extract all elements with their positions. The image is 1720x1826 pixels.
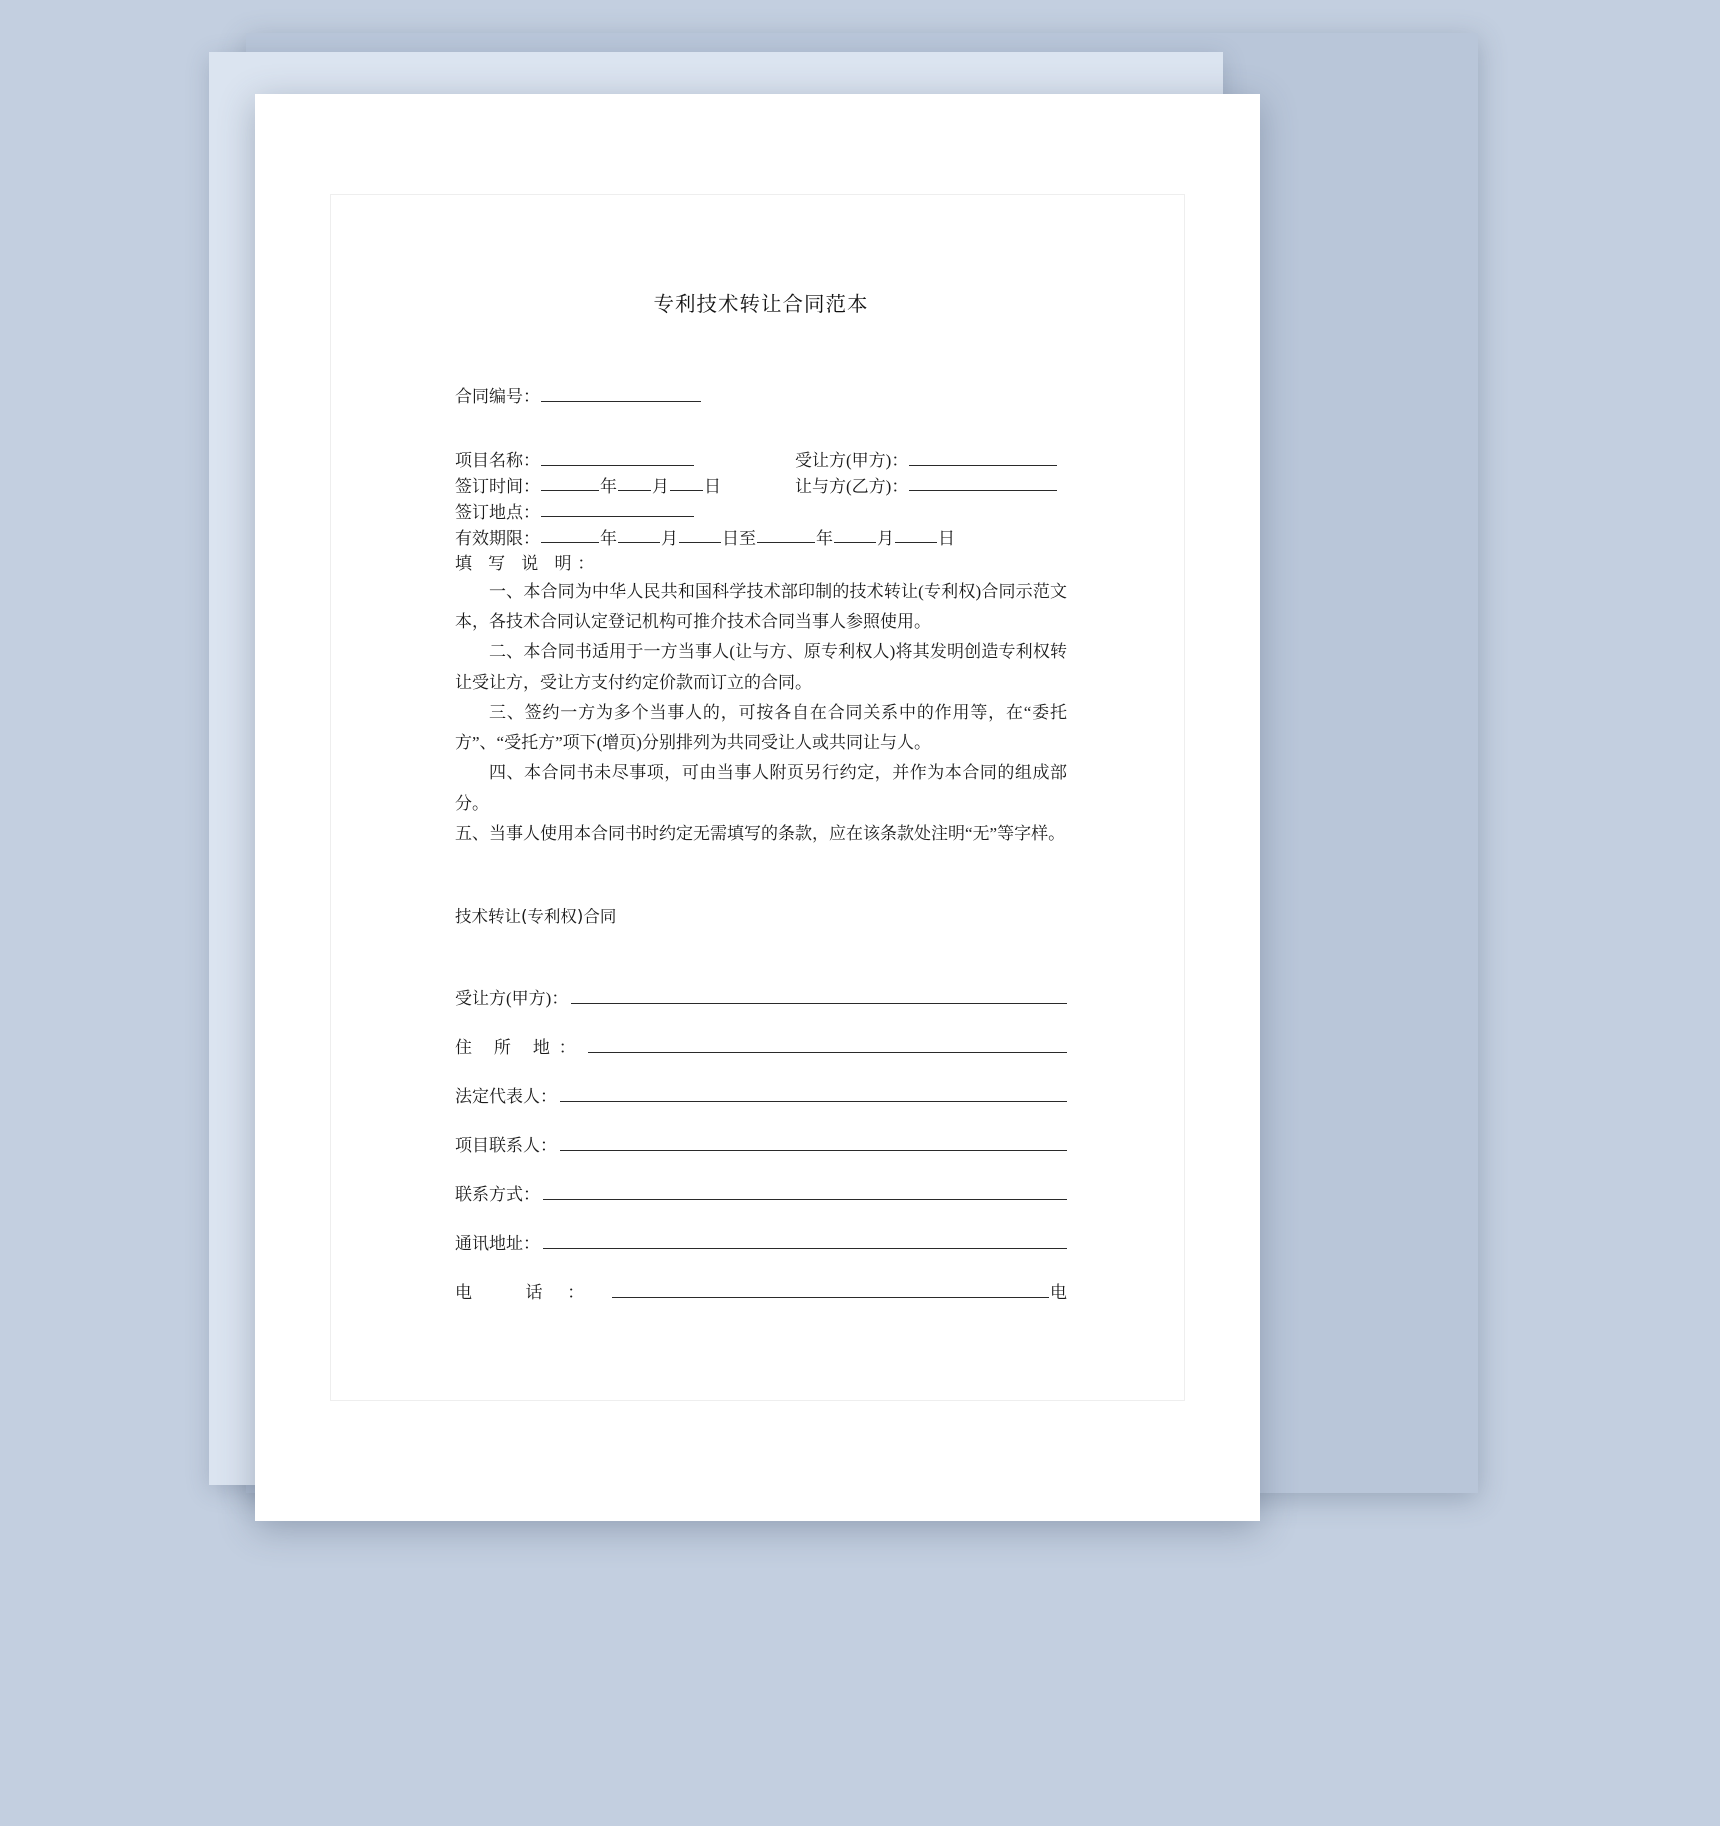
field-transferee — [795, 447, 1058, 473]
field-transferor-label: 让与方(乙方)： — [795, 476, 909, 496]
field-sign-time-label: 签订时间： — [455, 476, 540, 496]
sig-field-postal-address — [455, 1231, 1067, 1257]
field-sign-place-input[interactable] — [541, 499, 694, 518]
sig-field-project-contact — [455, 1133, 1067, 1159]
sig-field-phone — [455, 1280, 1067, 1306]
sig-field-address-label: 住 所 地： — [455, 1038, 585, 1058]
sig-field-postal-address-input[interactable] — [543, 1231, 1067, 1249]
field-contract-number-label: 合同编号： — [455, 386, 540, 406]
sig-field-transferee-label: 受让方(甲方)： — [455, 989, 569, 1009]
unit-year: 年 — [600, 476, 617, 496]
valid-from-month-input[interactable] — [618, 525, 660, 544]
unit-year-from: 年 — [600, 528, 617, 548]
field-transferor — [795, 473, 1058, 499]
sig-field-legal-rep — [455, 1084, 1067, 1110]
sig-field-legal-rep-label: 法定代表人： — [455, 1087, 557, 1107]
field-sign-time — [455, 473, 795, 499]
unit-month: 月 — [652, 476, 669, 496]
unit-month-from: 月 — [661, 528, 678, 548]
field-project-name-label: 项目名称： — [455, 450, 540, 470]
sig-field-legal-rep-input[interactable] — [560, 1084, 1067, 1102]
spacer-after-title — [455, 319, 1067, 383]
field-sign-place — [455, 499, 1067, 525]
instruction-item-2: 二、本合同书适用于一方当事人(让与方、原专利权人)将其发明创造专利权转让受让方，受让方支付约定价款而订立的合同。 — [455, 642, 1067, 692]
sig-field-phone-input[interactable] — [612, 1280, 1049, 1298]
field-valid-period — [455, 525, 1067, 551]
sig-field-project-contact-input[interactable] — [560, 1133, 1067, 1151]
valid-to-day-input[interactable] — [895, 525, 937, 544]
sig-field-postal-address-label: 通讯地址： — [455, 1234, 540, 1254]
sig-field-contact-method — [455, 1182, 1067, 1208]
unit-day-to: 日 — [938, 528, 955, 548]
unit-day-from: 日 — [722, 528, 739, 548]
instruction-item-5: 五、当事人使用本合同书时约定无需填写的条款，应在该条款处注明“无”等字样。 — [455, 823, 1066, 843]
document-content — [455, 290, 1067, 1329]
field-sign-time-year-input[interactable] — [541, 473, 599, 492]
valid-to-year-input[interactable] — [757, 525, 815, 544]
sig-field-project-contact-label: 项目联系人： — [455, 1136, 557, 1156]
field-project-name — [455, 447, 795, 473]
page-title: 专利技术转让合同范本 — [653, 292, 869, 316]
sig-field-transferee-input[interactable] — [571, 986, 1067, 1004]
document-page — [255, 94, 1260, 1521]
field-transferee-label: 受让方(甲方)： — [795, 450, 909, 470]
unit-year-to: 年 — [816, 528, 833, 548]
field-transferee-input[interactable] — [909, 447, 1057, 466]
unit-month-to: 月 — [877, 528, 894, 548]
instruction-item-1: 一、本合同为中华人民共和国科学技术部印制的技术转让(专利权)合同示范文本，各技术合同认定登记机构可推介技术合同当事人参照使用。 — [455, 581, 1067, 632]
field-valid-period-label: 有效期限： — [455, 528, 540, 548]
sig-field-phone-label: 电 话： — [455, 1283, 609, 1303]
field-sign-place-label: 签订地点： — [455, 502, 540, 522]
field-transferor-input[interactable] — [909, 473, 1057, 492]
field-row-project-transferee — [455, 447, 1067, 473]
sig-field-address-input[interactable] — [588, 1035, 1067, 1053]
field-sign-time-month-input[interactable] — [618, 473, 651, 492]
field-project-name-input[interactable] — [541, 447, 694, 466]
unit-day: 日 — [704, 476, 721, 496]
instruction-item-4: 四、本合同书未尽事项，可由当事人附页另行约定，并作为本合同的组成部分。 — [455, 763, 1067, 813]
field-row-signtime-transferor — [455, 473, 1067, 499]
unit-to: 至 — [739, 528, 756, 548]
contract-subtitle: 技术转让(专利权)合同 — [455, 907, 617, 927]
valid-from-year-input[interactable] — [541, 525, 599, 544]
sig-field-transferee — [455, 986, 1067, 1012]
spacer-before-subtitle — [455, 849, 1067, 905]
field-contract-number — [455, 383, 1067, 409]
sig-field-contact-method-label: 联系方式： — [455, 1185, 540, 1205]
spacer-after-subtitle — [455, 930, 1067, 986]
valid-to-month-input[interactable] — [834, 525, 876, 544]
field-contract-number-input[interactable] — [541, 383, 701, 402]
field-sign-time-day-input[interactable] — [670, 473, 703, 492]
instruction-item-3: 三、签约一方为多个当事人的，可按各自在合同关系中的作用等，在“委托方”、“受托方”项下(增页)分别排列为共同受让人或共同让与人。 — [455, 702, 1067, 753]
valid-from-day-input[interactable] — [679, 525, 721, 544]
sig-field-phone-suffix: 电 — [1050, 1283, 1067, 1303]
instructions-heading: 填 写 说 明： — [455, 553, 601, 573]
sig-field-contact-method-input[interactable] — [543, 1182, 1067, 1200]
spacer-1 — [455, 409, 1067, 447]
sig-field-address — [455, 1035, 1067, 1061]
